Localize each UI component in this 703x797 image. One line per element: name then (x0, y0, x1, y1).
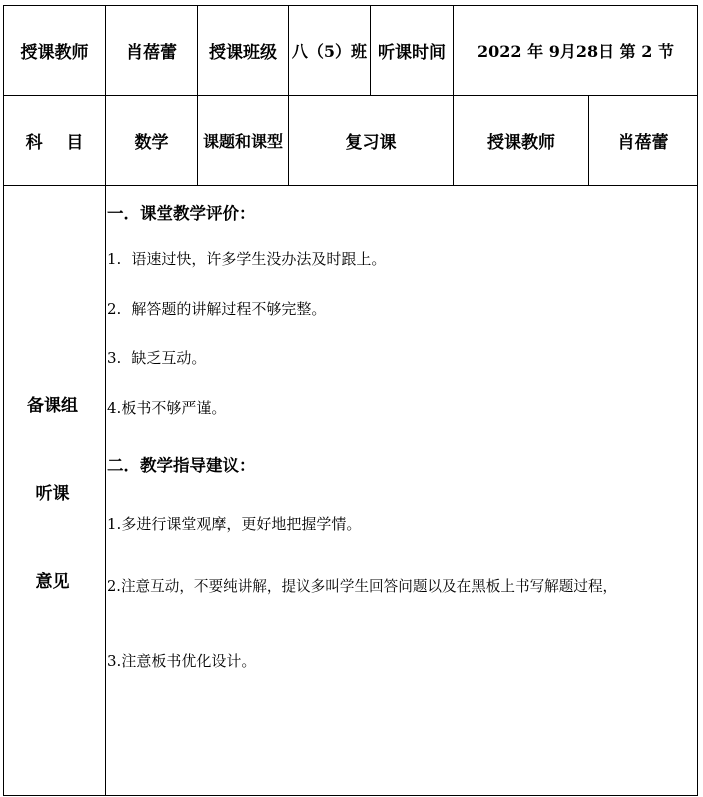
suggestion-item (107, 513, 361, 534)
item-number: 1. (107, 250, 122, 268)
table-border-row2 (3, 185, 698, 186)
item-text: 多进行课堂观摩，更好地把握学情。 (121, 515, 362, 533)
item-number: 3. (107, 652, 122, 670)
subject-label: 科 目 (25, 133, 84, 153)
table-border-bottom (3, 795, 698, 796)
item-text: 语速过快，许多学生没办法及时跟上。 (131, 250, 387, 268)
item-text: 解答题的讲解过程不够完整。 (131, 300, 327, 318)
evaluation-item (107, 347, 206, 368)
table-border-right (697, 5, 698, 796)
subject-value: 数学 (134, 133, 169, 153)
suggestion-item (107, 650, 256, 671)
item-number: 4. (107, 399, 122, 417)
item-text: 注意板书优化设计。 (121, 652, 257, 670)
suggestions-heading: 二．教学指导建议： (107, 456, 256, 475)
time-value: 2022 年 9月28日 第 2 节 (477, 42, 674, 61)
teacher-label-2: 授课教师 (487, 133, 555, 153)
item-text: 缺乏互动。 (131, 349, 207, 367)
item-number: 2. (107, 578, 121, 595)
item-text: 注意互动，不要纯讲解，提议多叫学生回答问题以及在黑板上书写解题过程， (120, 578, 618, 595)
evaluation-item (107, 248, 386, 269)
item-number: 1. (107, 515, 122, 533)
teacher-label: 授课教师 (20, 43, 89, 63)
side-label-line2: 听课 (35, 484, 70, 504)
topic-label: 课题和课型 (202, 132, 283, 151)
side-label-line3: 意见 (35, 572, 70, 592)
time-label: 听课时间 (378, 43, 446, 63)
teacher-name: 肖蓓蕾 (126, 43, 177, 63)
item-text: 板书不够严谨。 (121, 399, 227, 417)
class-value: 八（5）班 (291, 42, 368, 61)
evaluation-item (107, 397, 226, 418)
evaluation-heading: 一．课堂教学评价： (107, 204, 256, 223)
item-number: 3. (107, 349, 122, 367)
topic-value: 复习课 (345, 133, 397, 153)
side-label-line1: 备课组 (27, 396, 78, 416)
item-number: 2. (107, 300, 122, 318)
teacher-name-2: 肖蓓蕾 (617, 133, 669, 153)
class-label: 授课班级 (209, 43, 277, 63)
suggestion-item (107, 575, 617, 596)
evaluation-item (107, 298, 326, 319)
